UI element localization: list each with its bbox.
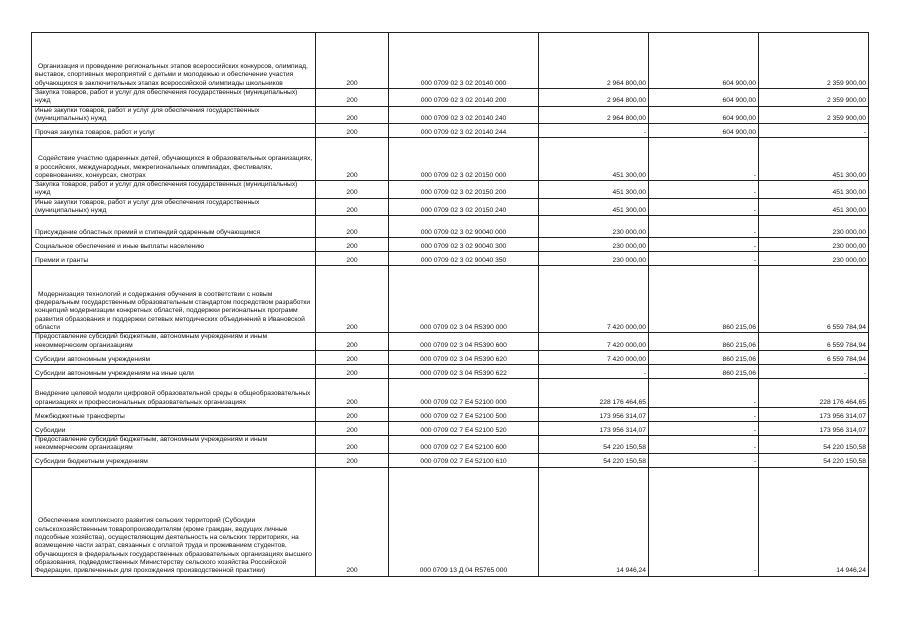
row-name: Иные закупки товаров, работ и услуг для обеспечения государственных (муниципальных) нужд bbox=[32, 198, 316, 216]
row-plan-amount: 451 300,00 bbox=[539, 138, 649, 181]
row-total-amount: 173 956 314,07 bbox=[759, 421, 869, 435]
row-section-code: 200 bbox=[316, 266, 389, 333]
table-row bbox=[32, 350, 869, 364]
row-section-code: 200 bbox=[316, 138, 389, 181]
row-section-code: 200 bbox=[316, 350, 389, 364]
row-total-amount: 451 300,00 bbox=[759, 138, 869, 181]
row-change-amount: - bbox=[649, 238, 759, 252]
row-change-amount: - bbox=[649, 216, 759, 238]
row-classification-code: 000 0709 02 3 04 R5390 620 bbox=[389, 350, 539, 364]
row-total-amount: - bbox=[759, 124, 869, 138]
row-name: Предоставление субсидий бюджетным, автономным учреждениям и иным некоммерческим организациям bbox=[32, 333, 316, 351]
row-name: Внедрение целевой модели цифровой образовательной среды в общеобразовательных организациях и профессиональных образовательных организациях bbox=[32, 378, 316, 407]
row-name: Иные закупки товаров, работ и услуг для обеспечения государственных (муниципальных) нужд bbox=[32, 106, 316, 124]
row-change-amount: 604 900,00 bbox=[649, 106, 759, 124]
row-plan-amount: 14 946,24 bbox=[539, 467, 649, 576]
table-row bbox=[32, 238, 869, 252]
row-total-amount: 6 559 784,94 bbox=[759, 333, 869, 351]
row-section-code: 200 bbox=[316, 364, 389, 378]
row-section-code: 200 bbox=[316, 453, 389, 467]
row-name: Модернизация технологий и содержания обучения в соответствии с новым федеральным государственным образовательным стандартом посредством разработки концепций модернизации конкретных областей, поддержки региональных программ развития образования и поддержки сетевых методических объединений в Ивановской области bbox=[32, 266, 316, 333]
row-section-code: 200 bbox=[316, 333, 389, 351]
row-plan-amount: 173 956 314,07 bbox=[539, 407, 649, 421]
table-row bbox=[32, 266, 869, 333]
row-section-code: 200 bbox=[316, 238, 389, 252]
row-classification-code: 000 0709 02 3 02 20140 000 bbox=[389, 33, 539, 89]
row-classification-code: 000 0709 13 Д 04 R5765 000 bbox=[389, 467, 539, 576]
row-change-amount: - bbox=[649, 252, 759, 266]
row-classification-code: 000 0709 02 7 E4 52100 600 bbox=[389, 435, 539, 453]
row-plan-amount: 7 420 000,00 bbox=[539, 333, 649, 351]
row-name: Субсидии бюджетным учреждениям bbox=[32, 453, 316, 467]
row-plan-amount: 228 176 464,65 bbox=[539, 378, 649, 407]
row-plan-amount: 2 964 800,00 bbox=[539, 89, 649, 107]
table-row bbox=[32, 181, 869, 199]
row-change-amount: - bbox=[649, 378, 759, 407]
row-classification-code: 000 0709 02 3 02 90040 000 bbox=[389, 216, 539, 238]
row-change-amount: 604 900,00 bbox=[649, 124, 759, 138]
row-change-amount: 860 215,06 bbox=[649, 350, 759, 364]
row-classification-code: 000 0709 02 7 E4 52100 610 bbox=[389, 453, 539, 467]
row-total-amount: 14 946,24 bbox=[759, 467, 869, 576]
row-change-amount: - bbox=[649, 181, 759, 199]
row-name: Закупка товаров, работ и услуг для обеспечения государственных (муниципальных) нужд bbox=[32, 181, 316, 199]
row-change-amount: 604 900,00 bbox=[649, 33, 759, 89]
row-section-code: 200 bbox=[316, 216, 389, 238]
row-plan-amount: 230 000,00 bbox=[539, 216, 649, 238]
row-total-amount: 230 000,00 bbox=[759, 238, 869, 252]
row-change-amount: 860 215,06 bbox=[649, 266, 759, 333]
table-row bbox=[32, 467, 869, 576]
row-section-code: 200 bbox=[316, 421, 389, 435]
row-section-code: 200 bbox=[316, 252, 389, 266]
row-name: Субсидии автономным учреждениям bbox=[32, 350, 316, 364]
row-name: Прочая закупка товаров, работ и услуг bbox=[32, 124, 316, 138]
budget-table-sheet bbox=[31, 32, 869, 577]
row-classification-code: 000 0709 02 3 02 20140 200 bbox=[389, 89, 539, 107]
row-change-amount: 860 215,06 bbox=[649, 364, 759, 378]
row-section-code: 200 bbox=[316, 106, 389, 124]
row-classification-code: 000 0709 02 3 02 20150 000 bbox=[389, 138, 539, 181]
row-classification-code: 000 0709 02 7 E4 52100 520 bbox=[389, 421, 539, 435]
row-change-amount: - bbox=[649, 453, 759, 467]
row-section-code: 200 bbox=[316, 198, 389, 216]
row-change-amount: - bbox=[649, 421, 759, 435]
row-classification-code: 000 0709 02 7 E4 52100 000 bbox=[389, 378, 539, 407]
row-classification-code: 000 0709 02 3 02 90040 300 bbox=[389, 238, 539, 252]
row-name: Присуждение областных премий и стипендий одаренным обучающимся bbox=[32, 216, 316, 238]
row-plan-amount: 173 956 314,07 bbox=[539, 421, 649, 435]
row-total-amount: 230 000,00 bbox=[759, 216, 869, 238]
table-row bbox=[32, 124, 869, 138]
row-total-amount: 2 359 900,00 bbox=[759, 106, 869, 124]
row-plan-amount: 7 420 000,00 bbox=[539, 266, 649, 333]
row-classification-code: 000 0709 02 3 02 20140 244 bbox=[389, 124, 539, 138]
row-classification-code: 000 0709 02 3 02 20150 240 bbox=[389, 198, 539, 216]
table-row bbox=[32, 252, 869, 266]
row-classification-code: 000 0709 02 3 02 20150 200 bbox=[389, 181, 539, 199]
row-plan-amount: 54 220 150,58 bbox=[539, 453, 649, 467]
table-row bbox=[32, 138, 869, 181]
row-name: Межбюджетные трансферты bbox=[32, 407, 316, 421]
table-row bbox=[32, 364, 869, 378]
table-row bbox=[32, 453, 869, 467]
row-change-amount: 860 215,06 bbox=[649, 333, 759, 351]
row-plan-amount: 230 000,00 bbox=[539, 252, 649, 266]
row-plan-amount: 7 420 000,00 bbox=[539, 350, 649, 364]
row-total-amount: 6 559 784,94 bbox=[759, 266, 869, 333]
row-total-amount: 451 300,00 bbox=[759, 181, 869, 199]
row-plan-amount: 230 000,00 bbox=[539, 238, 649, 252]
row-total-amount: 2 359 900,00 bbox=[759, 33, 869, 89]
row-change-amount: - bbox=[649, 138, 759, 181]
table-row bbox=[32, 89, 869, 107]
row-plan-amount: 451 300,00 bbox=[539, 198, 649, 216]
row-change-amount: 604 900,00 bbox=[649, 89, 759, 107]
row-name: Премии и гранты bbox=[32, 252, 316, 266]
row-total-amount: 451 300,00 bbox=[759, 198, 869, 216]
row-total-amount: 6 559 784,94 bbox=[759, 350, 869, 364]
table-row bbox=[32, 378, 869, 407]
table-row bbox=[32, 435, 869, 453]
row-change-amount: - bbox=[649, 407, 759, 421]
row-name: Субсидии bbox=[32, 421, 316, 435]
row-name: Закупка товаров, работ и услуг для обеспечения государственных (муниципальных) нужд bbox=[32, 89, 316, 107]
row-section-code: 200 bbox=[316, 378, 389, 407]
row-section-code: 200 bbox=[316, 435, 389, 453]
row-total-amount: 54 220 150,58 bbox=[759, 435, 869, 453]
row-classification-code: 000 0709 02 7 E4 52100 500 bbox=[389, 407, 539, 421]
row-plan-amount: - bbox=[539, 364, 649, 378]
row-plan-amount: - bbox=[539, 124, 649, 138]
row-total-amount: 54 220 150,58 bbox=[759, 453, 869, 467]
table-row bbox=[32, 33, 869, 89]
row-change-amount: - bbox=[649, 435, 759, 453]
row-classification-code: 000 0709 02 3 04 R5390 622 bbox=[389, 364, 539, 378]
row-section-code: 200 bbox=[316, 89, 389, 107]
row-section-code: 200 bbox=[316, 181, 389, 199]
row-classification-code: 000 0709 02 3 02 20140 240 bbox=[389, 106, 539, 124]
table-row bbox=[32, 106, 869, 124]
row-section-code: 200 bbox=[316, 467, 389, 576]
row-name: Обеспечение комплексного развития сельских территорий (Субсидии сельскохозяйственным товаропроизводителям (кроме граждан, ведущих личные подсобные хозяйства), осуществляющим деятельность на сельских территориях, на возмещение части затрат, связанных с оплатой труда и проживанием студентов, обучающихся в федеральных государственных образовательных организациях высшего образования, подведомственных Министерству сельского хозяйства Российской Федерации, привлеченных для прохождения производственной практики) bbox=[32, 467, 316, 576]
row-classification-code: 000 0709 02 3 04 R5390 600 bbox=[389, 333, 539, 351]
row-plan-amount: 2 964 800,00 bbox=[539, 33, 649, 89]
row-classification-code: 000 0709 02 3 02 90040 350 bbox=[389, 252, 539, 266]
table-row bbox=[32, 198, 869, 216]
row-section-code: 200 bbox=[316, 33, 389, 89]
row-section-code: 200 bbox=[316, 407, 389, 421]
row-plan-amount: 451 300,00 bbox=[539, 181, 649, 199]
row-total-amount: 228 176 464,65 bbox=[759, 378, 869, 407]
row-change-amount: - bbox=[649, 198, 759, 216]
row-classification-code: 000 0709 02 3 04 R5390 000 bbox=[389, 266, 539, 333]
row-plan-amount: 2 964 800,00 bbox=[539, 106, 649, 124]
row-total-amount: 2 359 900,00 bbox=[759, 89, 869, 107]
table-row bbox=[32, 333, 869, 351]
row-total-amount: 230 000,00 bbox=[759, 252, 869, 266]
row-name: Организация и проведение региональных этапов всероссийских конкурсов, олимпиад, выставок, спортивных мероприятий с детьми и молодежью и обеспечение участия обучающихся в заключительных этапах всероссийской олимпиады школьников bbox=[32, 33, 316, 89]
row-section-code: 200 bbox=[316, 124, 389, 138]
table-row bbox=[32, 421, 869, 435]
row-plan-amount: 54 220 150,58 bbox=[539, 435, 649, 453]
row-name: Предоставление субсидий бюджетным, автономным учреждениям и иным некоммерческим организациям bbox=[32, 435, 316, 453]
row-name: Содействие участию одаренных детей, обучающихся в образовательных организациях, в российских, международных, межрегиональных олимпиадах, фестивалях, соревнованиях, конкурсах, смотрах bbox=[32, 138, 316, 181]
row-total-amount: 173 956 314,07 bbox=[759, 407, 869, 421]
row-name: Социальное обеспечение и иные выплаты населению bbox=[32, 238, 316, 252]
budget-table bbox=[31, 32, 869, 577]
row-total-amount: - bbox=[759, 364, 869, 378]
table-row bbox=[32, 407, 869, 421]
row-name: Субсидии автономным учреждениям на иные цели bbox=[32, 364, 316, 378]
row-change-amount: - bbox=[649, 467, 759, 576]
table-row bbox=[32, 216, 869, 238]
